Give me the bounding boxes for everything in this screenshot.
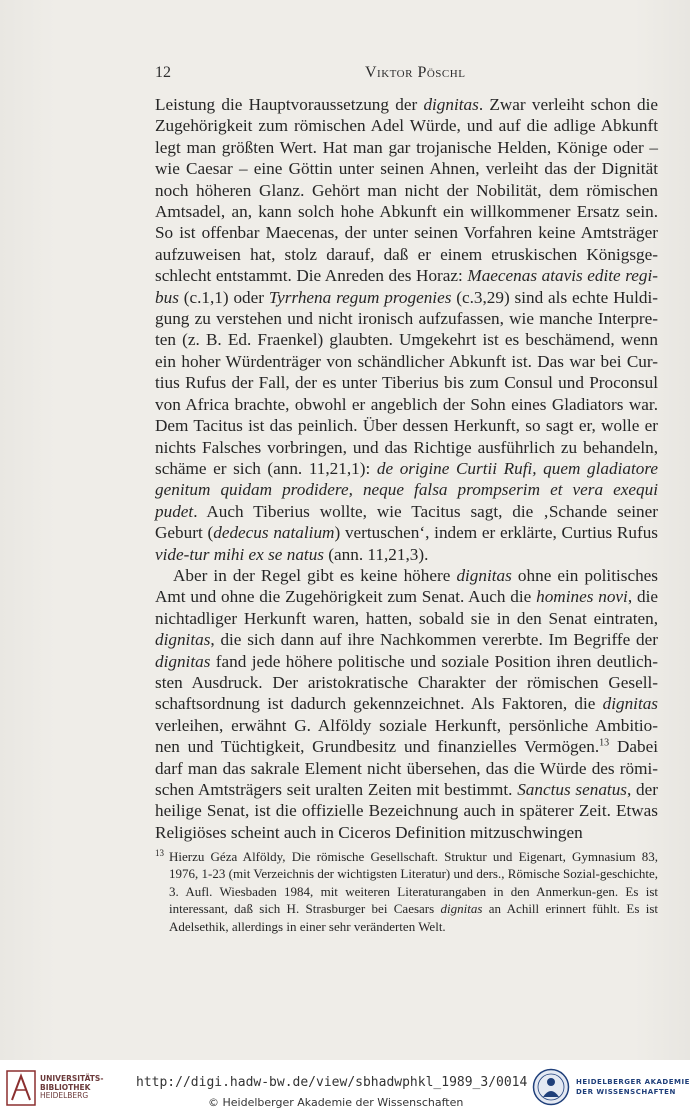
text-segment: Hierzu Géza Alföldy, Die römische Gesellschaft. Struktur und Eigenart, Gymnasium 83, 1976, 1-23 (mit Verzeichnis der wichtigsten Literatur) und ders., Römische Sozial-geschichte, 3. Aufl. Wiesbaden 1984, mit weiteren Literaturangaben in den Anmerkun-gen. Es ist interessant, daß sich H. Strasburger bei Caesars: [169, 849, 658, 917]
footnotes: [155, 848, 658, 935]
latin-term: dignitas: [423, 95, 479, 114]
library-name-line: UNIVERSITÄTS-: [40, 1074, 104, 1083]
academy-name-line: HEIDELBERGER AKADEMIE: [576, 1078, 690, 1086]
latin-quote: Tyrrhena regum progenies: [268, 287, 452, 307]
running-head-author: Viktor Pöschl: [365, 64, 466, 81]
paragraph-2: [155, 565, 658, 843]
university-library-name: [40, 1075, 103, 1101]
text-segment: , der heilige Senat, ist die offizielle Bezeichnung auch in späterer Zeit. Etwas Religiöses scheint auch in Ciceros Definition mitzuschwingen: [155, 780, 659, 842]
latin-term: dignitas: [456, 565, 512, 585]
latin-term: dignitas: [155, 651, 211, 671]
text-segment: verleihen, erwähnt G. Alföldy soziale Herkunft, persönliche Ambitio-nen und Tüchtigkeit, Grundbesitz und finanzielles Vermögen.: [155, 715, 658, 757]
latin-quote: Maecenas atavis edite regi-bus: [155, 266, 658, 307]
academy-name-line: DER WISSENSCHAFTEN: [576, 1088, 676, 1096]
viewer-footer: [0, 1060, 690, 1114]
library-name-line: HEIDELBERG: [40, 1091, 89, 1100]
main-text: [155, 94, 658, 843]
paragraph-1: [155, 94, 658, 565]
latin-quote: dedecus natalium: [213, 523, 335, 543]
permalink-url[interactable]: http://digi.hadw-bw.de/view/sbhadwphkl_1989_3/0014: [136, 1075, 528, 1090]
latin-term: dignitas: [155, 630, 211, 650]
text-segment: . Auch Tiberius wollte, wie Tacitus sagt, die ‚Schande seiner Geburt (: [155, 501, 658, 543]
footnote-13: [155, 848, 658, 935]
page-number: 12: [155, 64, 171, 81]
footnote-number: 13: [155, 848, 164, 858]
latin-term: dignitas: [602, 694, 658, 714]
text-segment: ) vertuschen‘, indem er erklärte, Curtius Rufus: [334, 523, 658, 543]
academy-seal-icon[interactable]: [532, 1068, 570, 1106]
academy-name: [576, 1077, 690, 1097]
text-segment: fand jede höhere politische und soziale Position ihren deutlich-sten Ausdruck. Der aristokratische Charakter der römischen Gesell-schaftsordnung ist dadurch gekennzeichnet. Als Faktoren, die: [155, 651, 658, 714]
text-segment: ohne ein politisches Amt und ohne die Zugehörigkeit zum Senat. Auch die: [155, 565, 658, 607]
text-segment: . Zwar verleiht schon die Zugehörigkeit zum römischen Adel Würde, und auf die adlige Abkunft legt man größten Wert. Hat man gar trojanische Helden, Könige oder – wie Caesar – eine Göttin unter seinen Ahnen, verleiht das der Dignität noch höheren Glanz. Gehört man nicht der Nobilität, dem römischen Amtsadel, an, kann solch hohe Abkunft ein willkommener Ersatz sein. So ist offenbar Maecenas, der unter seinen Vorfahren keine Amtsträger aufzuweisen hat, stolz darauf, daß er einem etruskischen Königsge-schlecht entstammt. Die Anreden des Horaz:: [155, 95, 658, 286]
footnote-reference[interactable]: 13: [599, 737, 610, 749]
running-header: [155, 64, 655, 86]
latin-quote: de origine Curtii Rufi, quem gladiatore genitum quidam prodidere, neque falsa prompserim et vera exequi pudet: [155, 458, 658, 521]
latin-term: dignitas: [440, 901, 483, 917]
text-segment: (ann. 11,21,3).: [323, 544, 429, 564]
text-segment: Dabei darf man das sakrale Element nicht übersehen, das die Würde des römi-schen Amtsträgers seit uralten Zeiten mit bestimmt.: [155, 737, 658, 799]
latin-term: homines novi: [536, 587, 628, 607]
text-segment: (c.3,29) sind als echte Huldi-gung zu verstehen und nicht ironisch aufzufassen, wie manche Interpre-ten (z. B. Ed. Fraenkel) glaubten. Umgekehrt ist es beschämend, wenn ein hoher Würdenträger von schändlicher Abkunft ist. Das war bei Cur-tius Rufus der Fall, der es unter Tiberius bis zum Consul und Proconsul von Africa brachte, obwohl er angeblich der Sohn eines Gladiators war. Dem Tacitus ist das peinlich. Über dessen Herkunft, so sagt er, wolle er nichts Falsches vorbringen, und das Richtige ausführlich zu behandeln, schäme er sich (ann. 11,21,1):: [155, 287, 658, 478]
latin-quote: vide-tur mihi ex se natus: [155, 544, 324, 564]
text-segment: Aber in der Regel gibt es keine höhere: [173, 565, 457, 585]
text-segment: an Achill erinnert fühlt. Es ist Adelsethik, allerdings in einer sehr veränderten Welt.: [169, 901, 658, 934]
text-segment: (c.1,1) oder: [178, 287, 269, 307]
text-segment: , die sich dann auf ihre Nachkommen vererbte. Im Begriffe der: [210, 630, 658, 650]
copyright-notice: © Heidelberger Akademie der Wissenschaften: [208, 1096, 464, 1109]
text-segment: , die nichtadliger Herkunft waren, hatten, sobald sie in den Senat eintraten,: [155, 587, 658, 628]
latin-term: Sanctus senatus: [517, 780, 627, 799]
university-library-logo-icon[interactable]: [6, 1070, 36, 1106]
library-name-line: BIBLIOTHEK: [40, 1082, 91, 1092]
text-segment: Leistung die Hauptvoraussetzung der: [155, 95, 424, 114]
